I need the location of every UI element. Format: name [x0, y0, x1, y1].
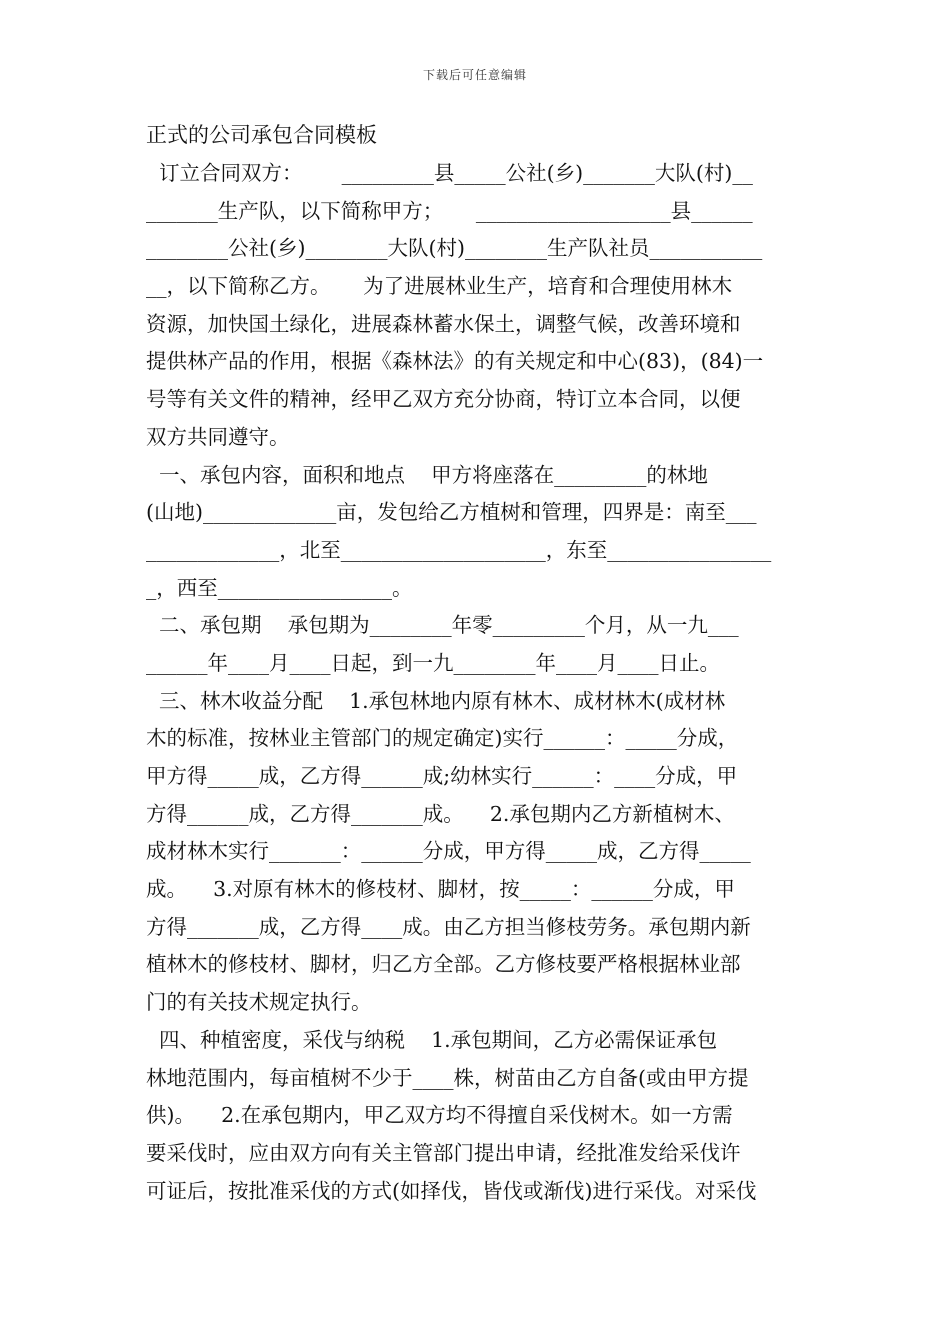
paragraph-line: (山地)_____________亩，发包给乙方植树和管理，四界是：南至___ — [146, 500, 757, 525]
paragraph-line: _____________，北至____________________，东至________________ — [146, 537, 772, 562]
paragraph-line: 订立合同双方： _________县_____公社(乡)_______大队(村)__ — [146, 161, 753, 185]
paragraph-line: 资源，加快国土绿化，进展森林蓄水保土，调整气候，改善环境和 — [146, 311, 741, 336]
paragraph-line: 成。 3.对原有林木的修枝材、脚材，按_____：______分成，甲 — [146, 877, 735, 902]
document-title: 正式的公司承包合同模板 — [146, 123, 377, 147]
paragraph-line: 方得_______成，乙方得____成。由乙方担当修枝劳务。承包期内新 — [146, 914, 751, 939]
paragraph-line: 方得______成，乙方得_______成。 2.承包期内乙方新植树木、 — [146, 801, 735, 826]
paragraph-line: 一、承包内容，面积和地点 甲方将座落在_________的林地 — [146, 462, 708, 487]
paragraph-line: 三、林木收益分配 1.承包林地内原有林木、成材林木(成材林 — [146, 688, 726, 713]
paragraph-line: 甲方得_____成，乙方得______成;幼林实行______：____分成，甲 — [146, 764, 738, 788]
paragraph-line: 号等有关文件的精神，经甲乙双方充分协商，特订立本合同，以便 — [146, 387, 741, 412]
paragraph-line: 要采伐时，应由双方向有关主管部门提出申请，经批准发给采伐许 — [146, 1140, 741, 1165]
paragraph-line: ______年____月____日起，到一九________年____月____日止。 — [146, 650, 720, 675]
paragraph-line: 四、种植密度，采伐与纳税 1.承包期间，乙方必需保证承包 — [146, 1027, 718, 1052]
paragraph-line: _______生产队，以下简称甲方； ___________________县______ — [146, 198, 753, 223]
paragraph-line: 林地范围内，每亩植树不少于____株，树苗由乙方自备(或由甲方提 — [146, 1065, 749, 1090]
paragraph-line: 提供林产品的作用，根据《森林法》的有关规定和中心(83)，(84)一 — [146, 349, 764, 374]
document-body — [146, 116, 808, 1210]
paragraph-line: 木的标准，按林业主管部门的规定确定)实行______：_____分成， — [146, 726, 739, 751]
paragraph-line: 供)。 2.在承包期内，甲乙双方均不得擅自采伐树木。如一方需 — [146, 1103, 733, 1128]
paragraph-line: 成材林木实行_______：______分成，甲方得_____成，乙方得_____ — [146, 839, 751, 864]
paragraph-line: __，以下简称乙方。 为了进展林业生产，培育和合理使用林木 — [146, 274, 733, 299]
paragraph-line: 双方共同遵守。 — [146, 424, 290, 449]
paragraph-line: 门的有关技术规定执行。 — [146, 990, 372, 1015]
paragraph-line: 可证后，按批准采伐的方式(如择伐，皆伐或渐伐)进行采伐。对采伐 — [146, 1178, 757, 1203]
paragraph-line: ________公社(乡)________大队(村)________生产队社员___________ — [146, 236, 763, 261]
header-note: 下载后可任意编辑 — [422, 68, 527, 82]
paragraph-line: 二、承包期 承包期为________年零_________个月，从一九___ — [146, 613, 739, 638]
paragraph-line: _，西至_________________。 — [146, 575, 413, 600]
paragraph-line: 植林木的修枝材、脚材，归乙方全部。乙方修枝要严格根据林业部 — [146, 952, 741, 977]
